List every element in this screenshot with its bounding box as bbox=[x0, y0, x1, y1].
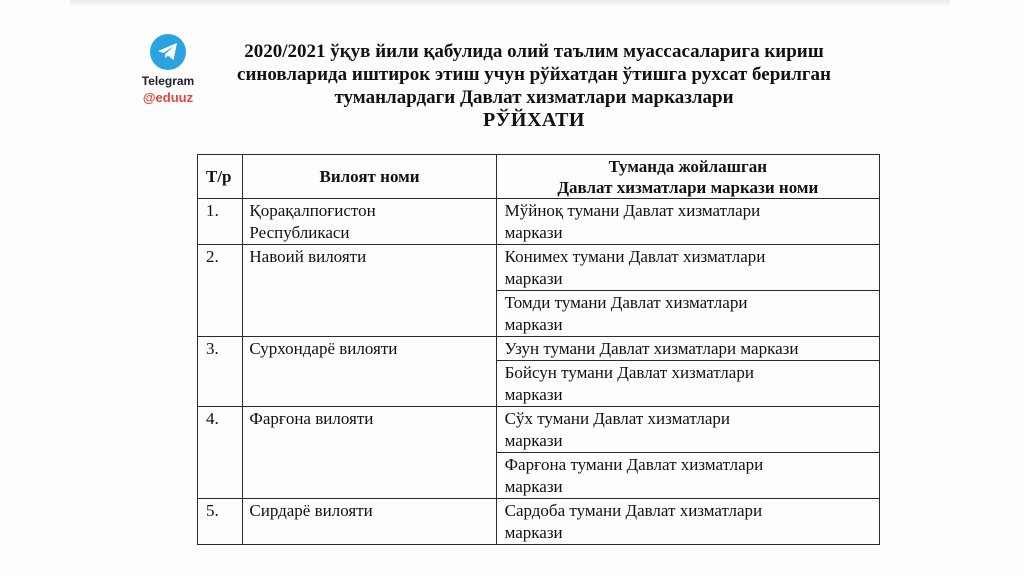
table-header-row bbox=[198, 155, 880, 199]
row-center bbox=[496, 291, 879, 337]
document-heading bbox=[214, 40, 854, 132]
table-row bbox=[198, 407, 880, 453]
telegram-label: Telegram bbox=[141, 74, 195, 88]
row-center bbox=[496, 361, 879, 407]
center-line-2: маркази bbox=[504, 431, 563, 450]
telegram-watermark bbox=[128, 34, 208, 106]
center-line-1: Конимех тумани Давлат хизматлари bbox=[504, 247, 766, 266]
row-center bbox=[496, 499, 879, 545]
center-line-2: маркази bbox=[504, 523, 563, 542]
row-num: 5. bbox=[198, 499, 243, 545]
table-row bbox=[198, 337, 880, 361]
row-region bbox=[243, 199, 496, 245]
heading-line-2: синовларида иштирок этиш учун рўйхатдан ўтишга рухсат берилган bbox=[237, 64, 831, 85]
table-row bbox=[198, 499, 880, 545]
row-center bbox=[496, 453, 879, 499]
center-line-2: маркази bbox=[504, 223, 563, 242]
scan-edge bbox=[70, 0, 950, 6]
heading-line-3: туманлардаги Давлат хизматлари марказлари bbox=[334, 87, 734, 108]
document-title: РЎЙХАТИ bbox=[483, 109, 585, 131]
center-line-1: Фарғона тумани Давлат хизматлари bbox=[504, 455, 764, 474]
center-line-2: маркази bbox=[504, 269, 563, 288]
center-line-1: Сўх тумани Давлат хизматлари bbox=[504, 409, 730, 428]
center-line-2: маркази bbox=[504, 477, 563, 496]
centers-table bbox=[197, 154, 880, 545]
telegram-logo-icon bbox=[150, 34, 186, 70]
row-num: 1. bbox=[198, 199, 243, 245]
center-line-2: маркази bbox=[504, 385, 563, 404]
header-center-line-1: Туманда жойлашган bbox=[608, 157, 768, 176]
center-line-1: Томди тумани Давлат хизматлари bbox=[504, 293, 748, 312]
header-num: Т/р bbox=[198, 155, 243, 199]
row-region: Сурхондарё вилояти bbox=[243, 337, 496, 407]
row-region: Фарғона вилояти bbox=[243, 407, 496, 499]
center-line-1: Мўйноқ тумани Давлат хизматлари bbox=[504, 201, 761, 220]
header-region: Вилоят номи bbox=[243, 155, 496, 199]
row-num: 4. bbox=[198, 407, 243, 499]
center-line-2: маркази bbox=[504, 315, 563, 334]
table-row bbox=[198, 245, 880, 291]
row-num: 3. bbox=[198, 337, 243, 407]
table-row bbox=[198, 199, 880, 245]
center-line-1: Сардоба тумани Давлат хизматлари bbox=[504, 501, 763, 520]
center-line-1: Узун тумани Давлат хизматлари маркази bbox=[504, 339, 799, 358]
region-line-2: Республикаси bbox=[249, 223, 350, 242]
row-region: Навоий вилояти bbox=[243, 245, 496, 337]
heading-line-1: 2020/2021 ўқув йили қабулида олий таълим муассасаларига кириш bbox=[244, 41, 824, 62]
header-center bbox=[496, 155, 879, 199]
row-center bbox=[496, 407, 879, 453]
row-region: Сирдарё вилояти bbox=[243, 499, 496, 545]
row-center bbox=[496, 245, 879, 291]
row-num: 2. bbox=[198, 245, 243, 337]
row-center bbox=[496, 199, 879, 245]
row-center bbox=[496, 337, 879, 361]
header-center-line-2: Давлат хизматлари маркази номи bbox=[557, 178, 819, 197]
channel-handle: @eduuz bbox=[142, 90, 194, 105]
center-line-1: Бойсун тумани Давлат хизматлари bbox=[504, 363, 754, 382]
region-line-1: Қорақалпоғистон bbox=[249, 201, 376, 220]
